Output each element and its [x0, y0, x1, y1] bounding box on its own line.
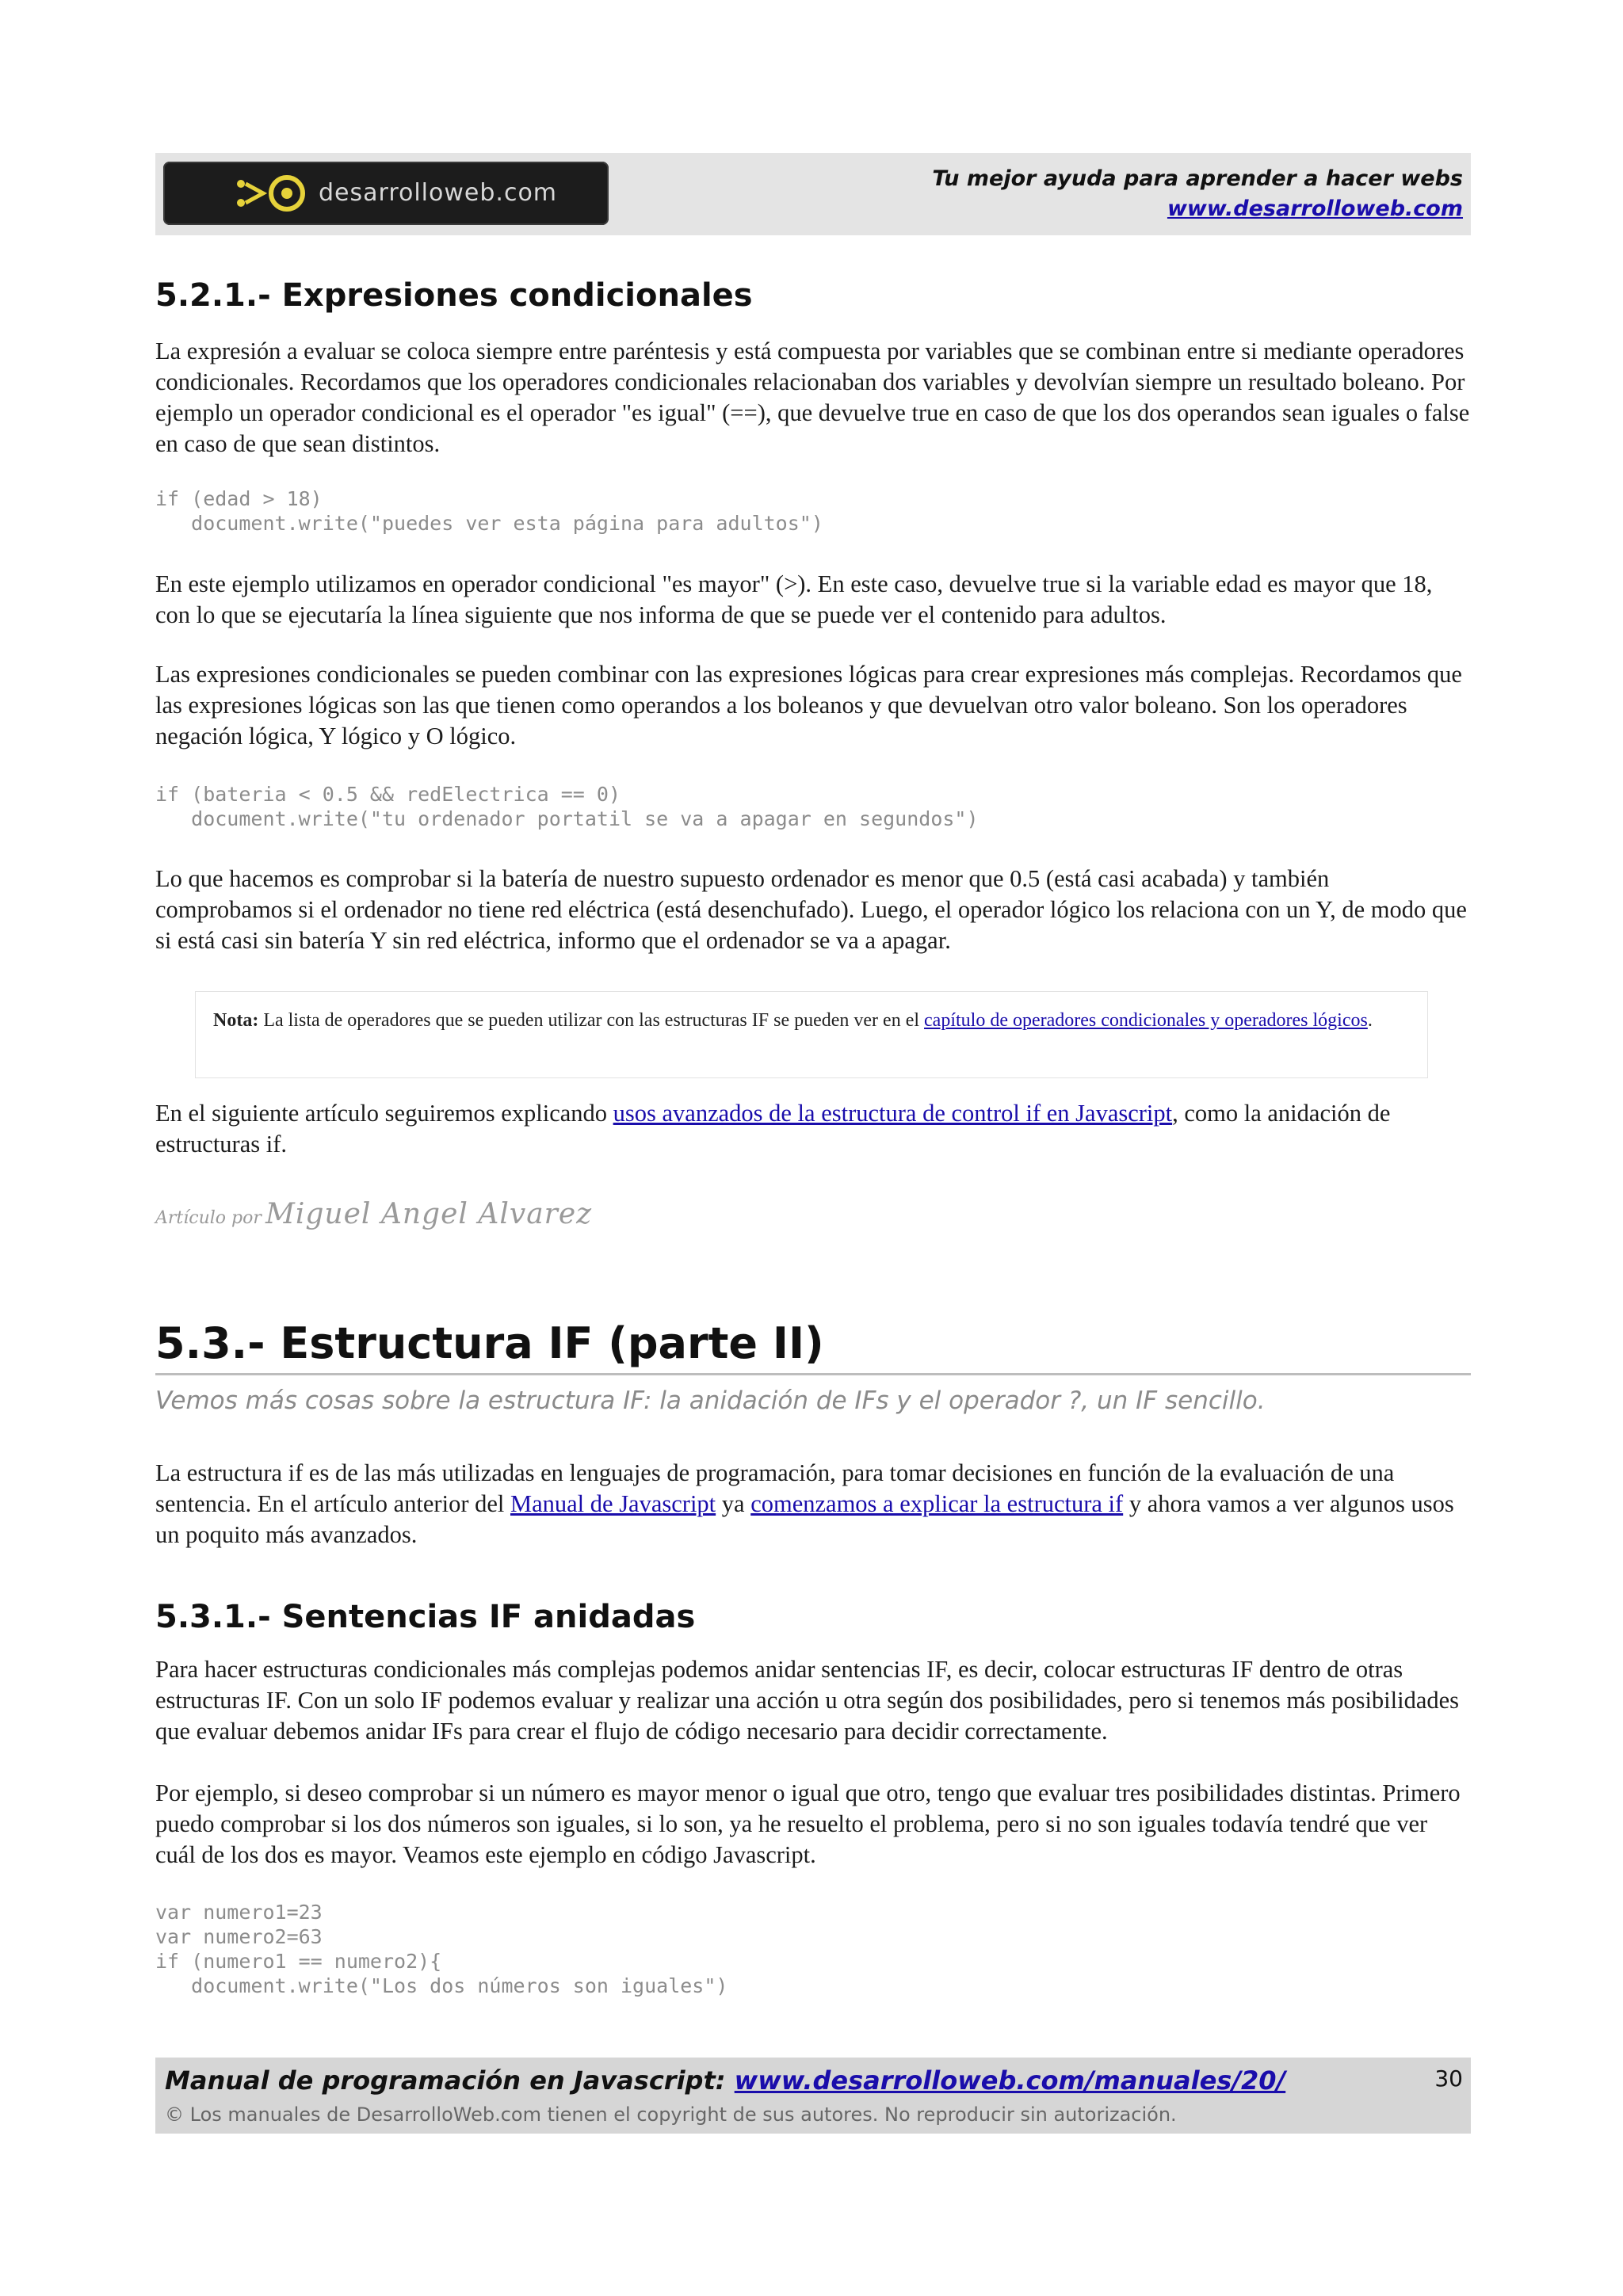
paragraph: Las expresiones condicionales se pueden combinar con las expresiones lógicas para crear expresiones más complejas. Recordamos que las expresiones lógicas son las que tienen como operandos a los boleanos y que devuelvan otro valor boleano. Son los operadores negación lógica, Y lógico y O lógico.	[155, 661, 1462, 749]
text: y ahora vamos a ver algunos usos un poquito más avanzados.	[155, 1490, 1454, 1548]
header-tagline	[932, 164, 1463, 224]
paragraph: Por ejemplo, si deseo comprobar si un número es mayor menor o igual que otro, tengo que evaluar tres posibilidades distintas. Primero puedo comprobar si los dos números son iguales, si lo son, ya he resuelto el problema, pero si no son iguales todavía tendré que ver cuál de los dos es mayor. Veamos este ejemplo en código Javascript.	[155, 1779, 1461, 1868]
logo-text: desarrolloweb.com	[319, 179, 558, 207]
advanced-if-link[interactable]: usos avanzados de la estructura de control if en Javascript	[613, 1100, 1173, 1127]
text: ya	[716, 1490, 751, 1517]
paragraph: Lo que hacemos es comprobar si la batería de nuestro supuesto ordenador es menor que 0.5 (está casi acabada) y también comprobamos si el ordenador no tiene red eléctrica (está desenchufado). Luego, el operador lógico los relaciona con un Y, de modo que si está casi sin batería Y sin red eléctrica, informo que el ordenador se va a apagar.	[155, 865, 1467, 954]
text: En el siguiente artículo seguiremos explicando	[155, 1100, 613, 1127]
paragraph	[155, 1458, 1471, 1550]
author-by: Artículo por	[155, 1208, 262, 1228]
footer-manual-link[interactable]: www.desarrolloweb.com/manuales/20/	[734, 2065, 1286, 2096]
note-link[interactable]: capítulo de operadores condicionales y operadores lógicos	[924, 1010, 1368, 1031]
text: , como la anidación de estructuras if.	[155, 1100, 1391, 1158]
section-lead: Vemos más cosas sobre la estructura IF: la anidación de IFs y el operador ?, un IF sencillo.	[155, 1386, 1266, 1415]
code-block: var numero1=23 var numero2=63 if (numero1 == numero2){ document.write("Los dos números son iguales")	[155, 1901, 728, 1997]
footer-title	[165, 2065, 1285, 2096]
paragraph: En este ejemplo utilizamos en operador condicional "es mayor" (>). En este caso, devuelve true si la variable edad es mayor que 18, con lo que se ejecutaría la línea siguiente que nos informa de que se puede ver el contenido para adultos.	[155, 570, 1433, 628]
section-heading-5-3: 5.3.- Estructura IF (parte II)	[155, 1318, 1471, 1375]
paragraph	[155, 1098, 1471, 1160]
code-block: if (bateria < 0.5 && redElectrica == 0) document.write("tu ordenador portatil se va a apagar en segundos")	[155, 783, 979, 830]
author-name: Miguel Angel Alvarez	[265, 1198, 593, 1230]
footer-copyright: © Los manuales de DesarrolloWeb.com tienen el copyright de sus autores. No reproducir sin autorización.	[165, 2103, 1177, 2126]
note-text: La lista de operadores que se pueden utilizar con las estructuras IF se pueden ver en el	[258, 1010, 925, 1031]
manual-javascript-link[interactable]: Manual de Javascript	[510, 1490, 716, 1517]
site-logo[interactable]	[163, 162, 609, 225]
page-number: 30	[1434, 2065, 1463, 2092]
page-footer	[155, 2058, 1471, 2134]
note-end: .	[1367, 1010, 1373, 1031]
footer-title-text: Manual de programación en Javascript:	[165, 2065, 726, 2096]
section-heading-5-2-1: 5.2.1.- Expresiones condicionales	[155, 277, 753, 314]
author-credit	[155, 1198, 592, 1230]
tagline-text: Tu mejor ayuda para aprender a hacer webs	[932, 166, 1463, 191]
paragraph: La expresión a evaluar se coloca siempre entre paréntesis y está compuesta por variables que se combinan entre si mediante operadores condicionales. Recordamos que los operadores condicionales relacionaban dos variables y devolvían siempre un resultado boleano. Por ejemplo un operador condicional es el operador "es igual" (==), que devuelve true en caso de que los dos operandos sean iguales o false en caso de que sean distintos.	[155, 338, 1470, 457]
text: La estructura if es de las más utilizadas en lenguajes de programación, para tomar decisiones en función de la evaluación de una sentencia. En el artículo anterior del	[155, 1459, 1395, 1517]
code-block: if (edad > 18) document.write("puedes ver esta página para adultos")	[155, 487, 823, 535]
note-label: Nota:	[213, 1010, 259, 1031]
logo-icon	[235, 173, 314, 214]
header-site-link[interactable]: www.desarrolloweb.com	[1167, 196, 1463, 221]
paragraph: Para hacer estructuras condicionales más complejas podemos anidar sentencias IF, es decir, colocar estructuras IF dentro de otras estructuras IF. Con un solo IF podemos evaluar y realizar una acción u otra según dos posibilidades, pero si tenemos más posibilidades que evaluar debemos anidar IFs para crear el flujo de código necesario para decidir correctamente.	[155, 1656, 1460, 1745]
section-heading-5-3-1: 5.3.1.- Sentencias IF anidadas	[155, 1599, 696, 1635]
note-box	[195, 991, 1428, 1078]
explain-if-link[interactable]: comenzamos a explicar la estructura if	[750, 1490, 1124, 1517]
page-header	[155, 153, 1471, 235]
